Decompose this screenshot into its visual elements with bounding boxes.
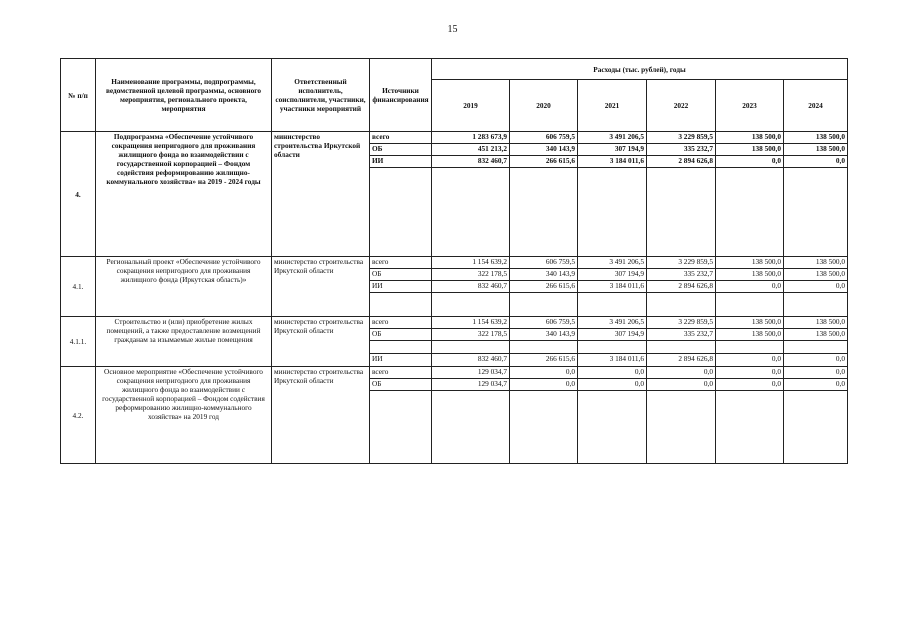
header-year: 2023 xyxy=(716,80,784,132)
value-cell: 0,0 xyxy=(647,379,716,391)
row-number: 4.2. xyxy=(61,367,96,464)
row-responsible: министерство строительства Иркутской области xyxy=(272,317,370,367)
source-cell: ОБ xyxy=(370,329,432,341)
table-row xyxy=(61,317,848,329)
header-source: Источники финансирования xyxy=(370,59,432,132)
value-cell: 3 491 206,5 xyxy=(578,257,647,269)
value-cell: 1 154 639,2 xyxy=(432,257,510,269)
value-cell: 832 460,7 xyxy=(432,156,510,168)
value-cell: 2 894 626,8 xyxy=(647,281,716,293)
source-cell: ИИ xyxy=(370,156,432,168)
value-cell: 0,0 xyxy=(578,379,647,391)
value-cell: 832 460,7 xyxy=(432,354,510,367)
header-year: 2022 xyxy=(647,80,716,132)
source-cell: ОБ xyxy=(370,144,432,156)
row-name: Региональный проект «Обеспечение устойчивого сокращения непригодного для проживания жилищного фонда (Иркутская область)» xyxy=(96,257,272,317)
value-cell: 138 500,0 xyxy=(716,269,784,281)
value-cell: 138 500,0 xyxy=(716,317,784,329)
header-year: 2019 xyxy=(432,80,510,132)
value-cell: 606 759,5 xyxy=(510,317,578,329)
row-responsible: министерство строительства Иркутской области xyxy=(272,257,370,317)
value-cell: 322 178,5 xyxy=(432,269,510,281)
row-name: Основное мероприятие «Обеспечение устойчивого сокращения непригодного для проживания жилищного фонда во взаимодействии с государственной корпорацией – Фондом содействия реформированию жилищно-коммунального хозяйства» на 2019 год xyxy=(96,367,272,464)
row-number: 4.1.1. xyxy=(61,317,96,367)
value-cell: 266 615,6 xyxy=(510,156,578,168)
header-year: 2021 xyxy=(578,80,647,132)
value-cell: 129 034,7 xyxy=(432,379,510,391)
header-name: Наименование программы, подпрограммы, ведомственной целевой программы, основного мероприятия, регионального проекта, мероприятия xyxy=(96,59,272,132)
value-cell: 606 759,5 xyxy=(510,257,578,269)
row-name: Подпрограмма «Обеспечение устойчивого сокращения непригодного для проживания жилищного фонда во взаимодействии с государственной корпорацией – Фондом содействия реформированию жилищно-коммунального хозяйства» на 2019 - 2024 годы xyxy=(96,132,272,257)
value-cell: 3 229 859,5 xyxy=(647,317,716,329)
value-cell: 138 500,0 xyxy=(784,132,848,144)
page-number: 15 xyxy=(447,24,458,35)
source-cell: всего xyxy=(370,132,432,144)
table-row xyxy=(61,132,848,144)
source-cell: всего xyxy=(370,367,432,379)
value-cell: 451 213,2 xyxy=(432,144,510,156)
value-cell: 3 229 859,5 xyxy=(647,257,716,269)
source-cell: всего xyxy=(370,257,432,269)
value-cell: 3 491 206,5 xyxy=(578,317,647,329)
value-cell: 266 615,6 xyxy=(510,281,578,293)
value-cell: 129 034,7 xyxy=(432,367,510,379)
source-cell: всего xyxy=(370,317,432,329)
value-cell: 340 143,9 xyxy=(510,144,578,156)
row-number: 4.1. xyxy=(61,257,96,317)
header-year: 2020 xyxy=(510,80,578,132)
value-cell: 340 143,9 xyxy=(510,269,578,281)
expenses-table xyxy=(60,58,848,464)
value-cell: 266 615,6 xyxy=(510,354,578,367)
value-cell: 0,0 xyxy=(784,156,848,168)
value-cell: 606 759,5 xyxy=(510,132,578,144)
value-cell: 0,0 xyxy=(510,367,578,379)
value-cell: 138 500,0 xyxy=(716,329,784,341)
value-cell: 335 232,7 xyxy=(647,329,716,341)
value-cell: 3 184 011,6 xyxy=(578,354,647,367)
value-cell: 307 194,9 xyxy=(578,144,647,156)
value-cell: 335 232,7 xyxy=(647,144,716,156)
value-cell: 0,0 xyxy=(510,379,578,391)
value-cell: 138 500,0 xyxy=(784,144,848,156)
value-cell: 0,0 xyxy=(784,367,848,379)
table-row xyxy=(61,257,848,269)
value-cell: 138 500,0 xyxy=(716,132,784,144)
source-cell: ОБ xyxy=(370,269,432,281)
value-cell: 0,0 xyxy=(784,354,848,367)
value-cell: 340 143,9 xyxy=(510,329,578,341)
value-cell: 322 178,5 xyxy=(432,329,510,341)
row-responsible: министерство строительства Иркутской области xyxy=(272,132,370,257)
value-cell: 0,0 xyxy=(716,367,784,379)
source-cell: ОБ xyxy=(370,379,432,391)
table-row xyxy=(61,367,848,379)
value-cell: 138 500,0 xyxy=(716,257,784,269)
value-cell: 138 500,0 xyxy=(784,257,848,269)
value-cell: 2 894 626,8 xyxy=(647,156,716,168)
value-cell: 0,0 xyxy=(716,281,784,293)
row-name: Строительство и (или) приобретение жилых помещений, а также предоставление возмещений гражданам за изымаемые жилые помещения xyxy=(96,317,272,367)
header-num: № п/п xyxy=(61,59,96,132)
value-cell: 832 460,7 xyxy=(432,281,510,293)
value-cell: 0,0 xyxy=(716,156,784,168)
row-responsible: министерство строительства Иркутской области xyxy=(272,367,370,464)
header-responsible: Ответственный исполнитель, соисполнители, участники, участники мероприятий xyxy=(272,59,370,132)
header-row-top xyxy=(61,59,848,80)
value-cell: 0,0 xyxy=(784,281,848,293)
header-year: 2024 xyxy=(784,80,848,132)
value-cell: 335 232,7 xyxy=(647,269,716,281)
value-cell: 3 184 011,6 xyxy=(578,156,647,168)
value-cell: 3 184 011,6 xyxy=(578,281,647,293)
value-cell: 0,0 xyxy=(578,367,647,379)
value-cell: 3 229 859,5 xyxy=(647,132,716,144)
value-cell: 0,0 xyxy=(716,379,784,391)
value-cell: 0,0 xyxy=(647,367,716,379)
value-cell: 0,0 xyxy=(784,379,848,391)
value-cell: 307 194,9 xyxy=(578,269,647,281)
row-number: 4. xyxy=(61,132,96,257)
value-cell: 0,0 xyxy=(716,354,784,367)
value-cell: 138 500,0 xyxy=(784,269,848,281)
value-cell: 1 283 673,9 xyxy=(432,132,510,144)
header-expenses: Расходы (тыс. рублей), годы xyxy=(432,59,848,80)
value-cell: 3 491 206,5 xyxy=(578,132,647,144)
value-cell: 138 500,0 xyxy=(716,144,784,156)
value-cell: 1 154 639,2 xyxy=(432,317,510,329)
value-cell: 307 194,9 xyxy=(578,329,647,341)
source-cell: ИИ xyxy=(370,354,432,367)
value-cell: 2 894 626,8 xyxy=(647,354,716,367)
source-cell: ИИ xyxy=(370,281,432,293)
value-cell: 138 500,0 xyxy=(784,329,848,341)
value-cell: 138 500,0 xyxy=(784,317,848,329)
